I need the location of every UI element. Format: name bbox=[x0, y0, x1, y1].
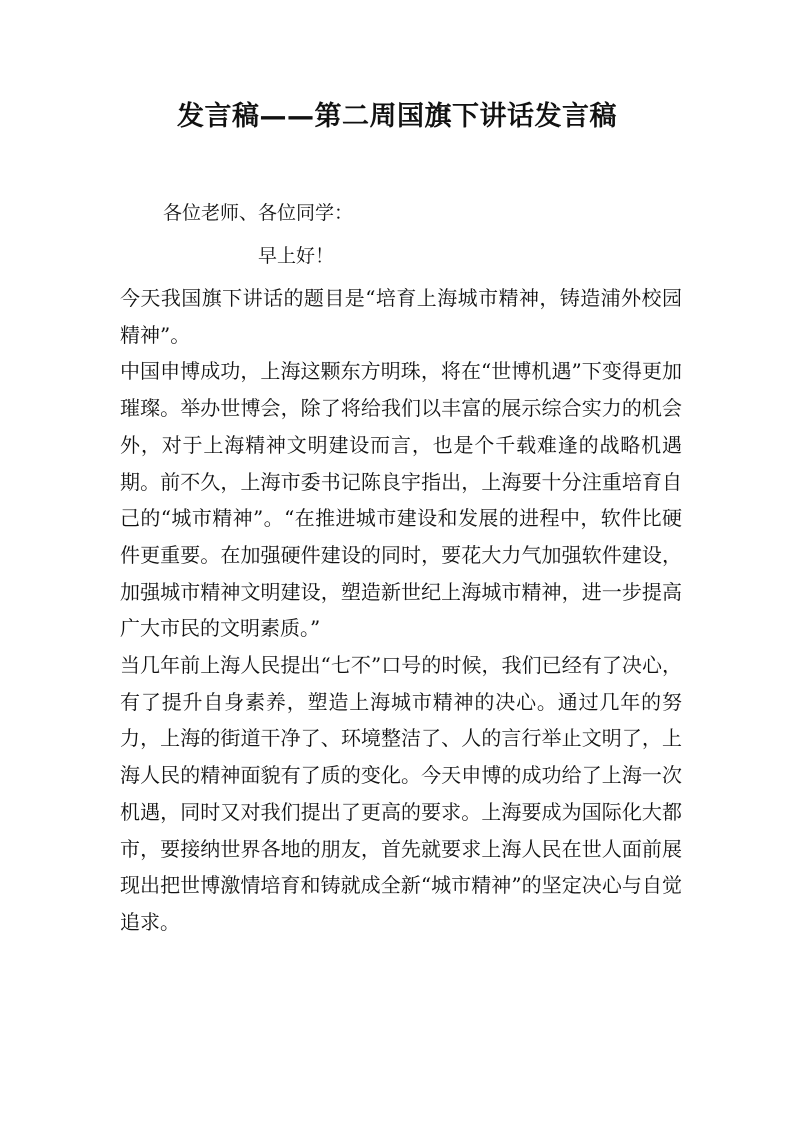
document-body bbox=[120, 280, 682, 941]
paragraph: 中国申博成功，上海这颗东方明珠，将在“世博机遇”下变得更加璀璨。举办世博会，除了将给我们以丰富的展示综合实力的机会外，对于上海精神文明建设而言，也是个千载难逢的战略机遇期。前不久，上海市委书记陈良宇指出，上海要十分注重培育自己的“城市精神”。“在推进城市建设和发展的进程中，软件比硬件更重要。在加强硬件建设的同时，要花大力气加强软件建设，加强城市精神文明建设，塑造新世纪上海城市精神，进一步提高广大市民的文明素质。” bbox=[120, 359, 682, 641]
salutation: 各位老师、各位同学： bbox=[163, 202, 354, 224]
paragraph: 今天我国旗下讲话的题目是“培育上海城市精神，铸造浦外校园精神”。 bbox=[120, 286, 682, 347]
greeting: 早上好！ bbox=[258, 245, 335, 267]
document-title: 发言稿——第二周国旗下讲话发言稿 bbox=[177, 101, 617, 132]
paragraph: 当几年前上海人民提出“七不”口号的时候，我们已经有了决心，有了提升自身素养，塑造上海城市精神的决心。通过几年的努力，上海的街道干净了、环境整洁了、人的言行举止文明了，上海人民的精神面貌有了质的变化。今天申博的成功给了上海一次机遇，同时又对我们提出了更高的要求。上海要成为国际化大都市，要接纳世界各地的朋友，首先就要求上海人民在世人面前展现出把世博激情培育和铸就成全新“城市精神”的坚定决心与自觉追求。 bbox=[120, 653, 682, 934]
